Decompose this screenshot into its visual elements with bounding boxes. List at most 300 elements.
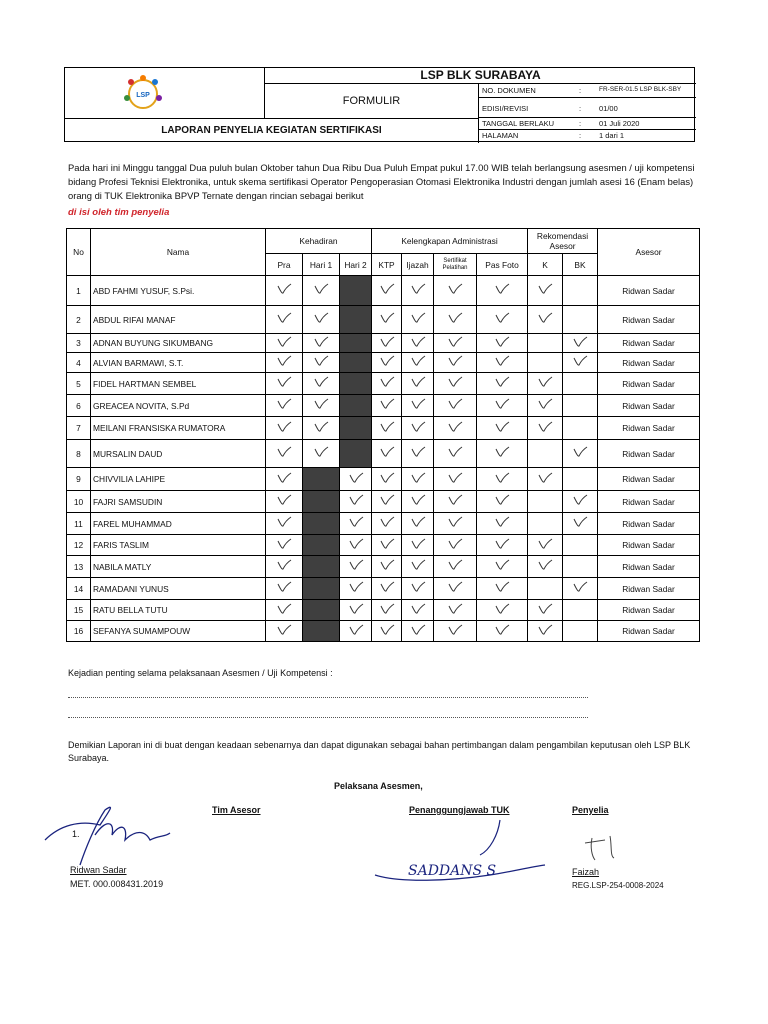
asesor-signature-icon (40, 795, 190, 875)
cell-k (528, 440, 563, 468)
document-title: LAPORAN PENYELIA KEGIATAN SERTIFIKASI (65, 118, 479, 143)
row-no: 13 (67, 556, 91, 578)
row-nama: RAMADANI YUNUS (91, 578, 266, 600)
cell-hari2-blocked (340, 373, 372, 395)
cell-bk (563, 621, 598, 642)
cell-pra (266, 535, 303, 556)
checkmark-icon (494, 446, 510, 458)
cell-hari2 (340, 578, 372, 600)
row-no: 1 (67, 276, 91, 306)
checkmark-icon (276, 603, 292, 615)
cell-sertifikat (434, 395, 477, 417)
cell-ktp (372, 373, 402, 395)
row-no: 7 (67, 417, 91, 440)
cell-pra (266, 621, 303, 642)
cell-pra (266, 417, 303, 440)
cell-hari1 (303, 440, 340, 468)
form-label: FORMULIR (265, 84, 479, 118)
cell-hari2-blocked (340, 440, 372, 468)
checkmark-icon (410, 472, 426, 484)
pelaksana-label: Pelaksana Asesmen, (334, 781, 423, 791)
lsp-logo-icon (113, 72, 173, 116)
cell-hari1-blocked (303, 600, 340, 621)
events-label: Kejadian penting selama pelaksanaan Asesmen / Uji Kompetensi : (68, 668, 333, 678)
checkmark-icon (276, 538, 292, 550)
row-asesor: Ridwan Sadar (598, 417, 700, 440)
cell-k (528, 468, 563, 491)
col-ijazah: Ijazah (402, 254, 434, 276)
cell-bk (563, 395, 598, 417)
cell-pra (266, 395, 303, 417)
checkmark-icon (379, 376, 395, 388)
meta-halaman: HALAMAN : 1 dari 1 (482, 131, 625, 140)
cell-bk (563, 334, 598, 353)
checkmark-icon (379, 355, 395, 367)
checkmark-icon (276, 376, 292, 388)
checkmark-icon (276, 398, 292, 410)
row-asesor: Ridwan Sadar (598, 373, 700, 395)
checkmark-icon (348, 494, 364, 506)
checkmark-icon (537, 421, 553, 433)
checkmark-icon (447, 581, 463, 593)
checkmark-icon (410, 603, 426, 615)
checkmark-icon (410, 336, 426, 348)
checkmark-icon (410, 421, 426, 433)
pj-tuk-signature-icon (370, 815, 550, 890)
cell-pas-foto (477, 535, 528, 556)
col-pas-foto: Pas Foto (477, 254, 528, 276)
cell-sertifikat (434, 306, 477, 334)
checkmark-icon (379, 538, 395, 550)
cell-ktp (372, 621, 402, 642)
checkmark-icon (537, 538, 553, 550)
row-nama: ABDUL RIFAI MANAF (91, 306, 266, 334)
cell-k (528, 578, 563, 600)
checkmark-icon (494, 538, 510, 550)
cell-ijazah (402, 373, 434, 395)
row-nama: FIDEL HARTMAN SEMBEL (91, 373, 266, 395)
row-no: 14 (67, 578, 91, 600)
checkmark-icon (447, 472, 463, 484)
checkmark-icon (276, 494, 292, 506)
checkmark-icon (348, 472, 364, 484)
cell-k (528, 334, 563, 353)
checkmark-icon (410, 312, 426, 324)
col-hari1: Hari 1 (303, 254, 340, 276)
cell-sertifikat (434, 440, 477, 468)
cell-pas-foto (477, 621, 528, 642)
checkmark-icon (410, 355, 426, 367)
row-nama: FAREL MUHAMMAD (91, 513, 266, 535)
table-row (67, 513, 700, 535)
row-asesor: Ridwan Sadar (598, 468, 700, 491)
cell-hari1-blocked (303, 513, 340, 535)
row-nama: MURSALIN DAUD (91, 440, 266, 468)
cell-ktp (372, 353, 402, 373)
checkmark-icon (276, 559, 292, 571)
checkmark-icon (313, 446, 329, 458)
cell-pra (266, 468, 303, 491)
col-ktp: KTP (372, 254, 402, 276)
cell-bk (563, 556, 598, 578)
checkmark-icon (410, 283, 426, 295)
cell-pra (266, 276, 303, 306)
table-row (67, 440, 700, 468)
table-row (67, 353, 700, 373)
cell-hari1-blocked (303, 621, 340, 642)
table-row (67, 468, 700, 491)
cell-pra (266, 373, 303, 395)
cell-sertifikat (434, 535, 477, 556)
checkmark-icon (447, 603, 463, 615)
checkmark-icon (313, 336, 329, 348)
row-nama: ABD FAHMI YUSUF, S.Psi. (91, 276, 266, 306)
checkmark-icon (447, 494, 463, 506)
checkmark-icon (537, 376, 553, 388)
cell-sertifikat (434, 353, 477, 373)
checkmark-icon (348, 624, 364, 636)
cell-k (528, 353, 563, 373)
checkmark-icon (410, 494, 426, 506)
cell-ktp (372, 276, 402, 306)
checkmark-icon (313, 283, 329, 295)
checkmark-icon (276, 312, 292, 324)
meta-tanggal: TANGGAL BERLAKU : 01 Juli 2020 (479, 118, 696, 130)
table-row (67, 535, 700, 556)
checkmark-icon (447, 355, 463, 367)
cell-hari1 (303, 353, 340, 373)
row-nama: FARIS TASLIM (91, 535, 266, 556)
cell-pas-foto (477, 578, 528, 600)
checkmark-icon (494, 283, 510, 295)
table-row (67, 556, 700, 578)
checkmark-icon (494, 559, 510, 571)
row-asesor: Ridwan Sadar (598, 491, 700, 513)
cell-ijazah (402, 440, 434, 468)
row-asesor: Ridwan Sadar (598, 621, 700, 642)
col-kelengkapan: Kelengkapan Administrasi (372, 229, 528, 254)
checkmark-icon (410, 446, 426, 458)
cell-pas-foto (477, 556, 528, 578)
checkmark-icon (537, 398, 553, 410)
row-asesor: Ridwan Sadar (598, 600, 700, 621)
penyelia-label: Penyelia (572, 805, 609, 815)
table-row (67, 334, 700, 353)
cell-hari1-blocked (303, 578, 340, 600)
cell-pas-foto (477, 353, 528, 373)
cell-k (528, 306, 563, 334)
cell-bk (563, 276, 598, 306)
table-row (67, 600, 700, 621)
closing-paragraph: Demikian Laporan ini di buat dengan keadaan sebenarnya dan dapat digunakan sebagai bahan pertimbangan dalam pengambilan keputusan oleh LSP BLK Surabaya. (68, 740, 691, 763)
cell-ktp (372, 513, 402, 535)
cell-k (528, 513, 563, 535)
checkmark-icon (276, 516, 292, 528)
cell-ktp (372, 306, 402, 334)
col-asesor: Asesor (598, 229, 700, 276)
note-filled-by-supervisor: di isi oleh tim penyelia (68, 207, 170, 218)
cell-pra (266, 513, 303, 535)
row-no: 5 (67, 373, 91, 395)
cell-hari1-blocked (303, 556, 340, 578)
cell-k (528, 600, 563, 621)
row-asesor: Ridwan Sadar (598, 556, 700, 578)
checkmark-icon (494, 421, 510, 433)
dotted-line-1 (68, 696, 588, 698)
dotted-line-2 (68, 716, 588, 718)
cell-hari2 (340, 621, 372, 642)
cell-ijazah (402, 417, 434, 440)
cell-bk (563, 600, 598, 621)
cell-sertifikat (434, 513, 477, 535)
checkmark-icon (379, 494, 395, 506)
checkmark-icon (276, 421, 292, 433)
checkmark-icon (379, 472, 395, 484)
row-no: 2 (67, 306, 91, 334)
cell-pra (266, 334, 303, 353)
cell-ijazah (402, 334, 434, 353)
svg-text:SADDANS S: SADDANS S (408, 863, 497, 879)
cell-ijazah (402, 535, 434, 556)
document-header (64, 67, 695, 142)
cell-ktp (372, 600, 402, 621)
checkmark-icon (379, 398, 395, 410)
cell-ktp (372, 556, 402, 578)
row-nama: RATU BELLA TUTU (91, 600, 266, 621)
cell-ktp (372, 491, 402, 513)
row-asesor: Ridwan Sadar (598, 306, 700, 334)
cell-ijazah (402, 491, 434, 513)
checkmark-icon (494, 624, 510, 636)
cell-ijazah (402, 621, 434, 642)
cell-k (528, 535, 563, 556)
cell-hari1-blocked (303, 535, 340, 556)
checkmark-icon (276, 336, 292, 348)
cell-k (528, 395, 563, 417)
checkmark-icon (447, 516, 463, 528)
cell-ijazah (402, 468, 434, 491)
cell-ijazah (402, 578, 434, 600)
checkmark-icon (572, 581, 588, 593)
cell-pas-foto (477, 373, 528, 395)
checkmark-icon (494, 336, 510, 348)
cell-sertifikat (434, 491, 477, 513)
logo-cell (65, 68, 265, 118)
checkmark-icon (447, 624, 463, 636)
penyelia-reg: REG.LSP-254-0008-2024 (572, 881, 664, 890)
cell-hari1-blocked (303, 491, 340, 513)
cell-sertifikat (434, 578, 477, 600)
cell-ijazah (402, 600, 434, 621)
checkmark-icon (447, 398, 463, 410)
checkmark-icon (410, 581, 426, 593)
cell-ktp (372, 578, 402, 600)
table-row (67, 621, 700, 642)
asesor-met: MET. 000.008431.2019 (70, 879, 164, 889)
cell-pas-foto (477, 276, 528, 306)
row-nama: SEFANYA SUMAMPOUW (91, 621, 266, 642)
cell-hari1 (303, 276, 340, 306)
checkmark-icon (379, 336, 395, 348)
cell-pas-foto (477, 491, 528, 513)
cell-bk (563, 440, 598, 468)
cell-bk (563, 468, 598, 491)
checkmark-icon (348, 559, 364, 571)
checkmark-icon (410, 516, 426, 528)
checkmark-icon (494, 472, 510, 484)
checkmark-icon (494, 355, 510, 367)
cell-pra (266, 600, 303, 621)
checkmark-icon (494, 494, 510, 506)
checkmark-icon (494, 398, 510, 410)
cell-hari1-blocked (303, 468, 340, 491)
intro-paragraph: Pada hari ini Minggu tanggal Dua puluh bulan Oktober tahun Dua Ribu Dua Puluh Empat pukul 17.00 WIB telah berlangsung asesmen / uji kompetensi bidang Profesi Teknisi Elektronika, untuk skema sertifikasi Operator Pengoperasian Otomasi Elektronika Industri dengan jumlah asesi 16 (Enam belas) orang di TUK Elektronika BPVP Ternate dengan rincian sebagai berikut (68, 162, 695, 201)
cell-bk (563, 306, 598, 334)
row-asesor: Ridwan Sadar (598, 535, 700, 556)
org-name: LSP BLK SURABAYA (265, 68, 696, 84)
cell-hari1 (303, 373, 340, 395)
asesor-name: Ridwan Sadar (70, 865, 127, 875)
checkmark-icon (537, 472, 553, 484)
cell-k (528, 491, 563, 513)
checkmark-icon (379, 516, 395, 528)
checkmark-icon (410, 398, 426, 410)
checkmark-icon (379, 603, 395, 615)
cell-hari2-blocked (340, 417, 372, 440)
row-nama: ALVIAN BARMAWI, S.T. (91, 353, 266, 373)
tim-asesor-label: Tim Asesor (212, 805, 261, 815)
checkmark-icon (276, 581, 292, 593)
checkmark-icon (313, 355, 329, 367)
col-k: K (528, 254, 563, 276)
cell-pas-foto (477, 468, 528, 491)
meta-edisi: EDISI/REVISI : 01/00 (479, 98, 696, 118)
checkmark-icon (447, 312, 463, 324)
cell-ijazah (402, 306, 434, 334)
cell-ktp (372, 417, 402, 440)
checkmark-icon (410, 624, 426, 636)
checkmark-icon (276, 472, 292, 484)
cell-bk (563, 491, 598, 513)
table-row (67, 373, 700, 395)
cell-sertifikat (434, 468, 477, 491)
checkmark-icon (537, 283, 553, 295)
checkmark-icon (379, 446, 395, 458)
cell-pas-foto (477, 306, 528, 334)
cell-bk (563, 417, 598, 440)
checkmark-icon (447, 421, 463, 433)
penyelia-signature-icon (580, 828, 630, 868)
checkmark-icon (348, 603, 364, 615)
cell-ktp (372, 440, 402, 468)
cell-pra (266, 556, 303, 578)
table-row (67, 395, 700, 417)
cell-pas-foto (477, 334, 528, 353)
cell-ijazah (402, 556, 434, 578)
pj-tuk-label: Penanggungjawab TUK (409, 805, 510, 815)
row-asesor: Ridwan Sadar (598, 276, 700, 306)
checkmark-icon (313, 376, 329, 388)
row-no: 6 (67, 395, 91, 417)
checkmark-icon (348, 581, 364, 593)
cell-bk (563, 513, 598, 535)
cell-hari2 (340, 600, 372, 621)
row-nama: FAJRI SAMSUDIN (91, 491, 266, 513)
cell-k (528, 417, 563, 440)
table-row (67, 306, 700, 334)
checkmark-icon (276, 624, 292, 636)
cell-ktp (372, 535, 402, 556)
checkmark-icon (537, 312, 553, 324)
checkmark-icon (494, 312, 510, 324)
cell-k (528, 373, 563, 395)
checkmark-icon (447, 336, 463, 348)
checkmark-icon (313, 398, 329, 410)
row-no: 8 (67, 440, 91, 468)
cell-hari1 (303, 395, 340, 417)
row-asesor: Ridwan Sadar (598, 578, 700, 600)
checkmark-icon (494, 376, 510, 388)
checkmark-icon (379, 624, 395, 636)
cell-hari2 (340, 556, 372, 578)
checkmark-icon (494, 581, 510, 593)
checkmark-icon (410, 538, 426, 550)
col-rekomendasi: Rekomendasi Asesor (528, 229, 598, 254)
checkmark-icon (379, 283, 395, 295)
cell-sertifikat (434, 276, 477, 306)
cell-ijazah (402, 353, 434, 373)
checkmark-icon (572, 336, 588, 348)
row-no: 3 (67, 334, 91, 353)
cell-hari2 (340, 535, 372, 556)
row-no: 9 (67, 468, 91, 491)
cell-hari2 (340, 491, 372, 513)
row-asesor: Ridwan Sadar (598, 513, 700, 535)
cell-pas-foto (477, 395, 528, 417)
table-row (67, 417, 700, 440)
cell-hari1 (303, 334, 340, 353)
cell-k (528, 621, 563, 642)
checkmark-icon (537, 624, 553, 636)
checkmark-icon (276, 446, 292, 458)
row-asesor: Ridwan Sadar (598, 395, 700, 417)
cell-ktp (372, 395, 402, 417)
cell-pra (266, 491, 303, 513)
svg-text:LSP: LSP (136, 92, 150, 99)
col-sertifikat: Sertifikat Pelatihan (434, 254, 477, 276)
cell-pra (266, 578, 303, 600)
checkmark-icon (572, 446, 588, 458)
checkmark-icon (447, 376, 463, 388)
checkmark-icon (313, 312, 329, 324)
checkmark-icon (537, 559, 553, 571)
table-row (67, 491, 700, 513)
cell-k (528, 276, 563, 306)
cell-hari2-blocked (340, 276, 372, 306)
penyelia-name: Faizah (572, 867, 600, 877)
checkmark-icon (572, 494, 588, 506)
cell-sertifikat (434, 621, 477, 642)
cell-sertifikat (434, 600, 477, 621)
cell-pra (266, 440, 303, 468)
checkmark-icon (447, 538, 463, 550)
meta-no-dokumen: NO. DOKUMEN : FR-SER-01.5 LSP BLK-SBY (479, 84, 696, 98)
checkmark-icon (447, 446, 463, 458)
table-row (67, 578, 700, 600)
cell-ktp (372, 334, 402, 353)
checkmark-icon (348, 538, 364, 550)
row-no: 11 (67, 513, 91, 535)
